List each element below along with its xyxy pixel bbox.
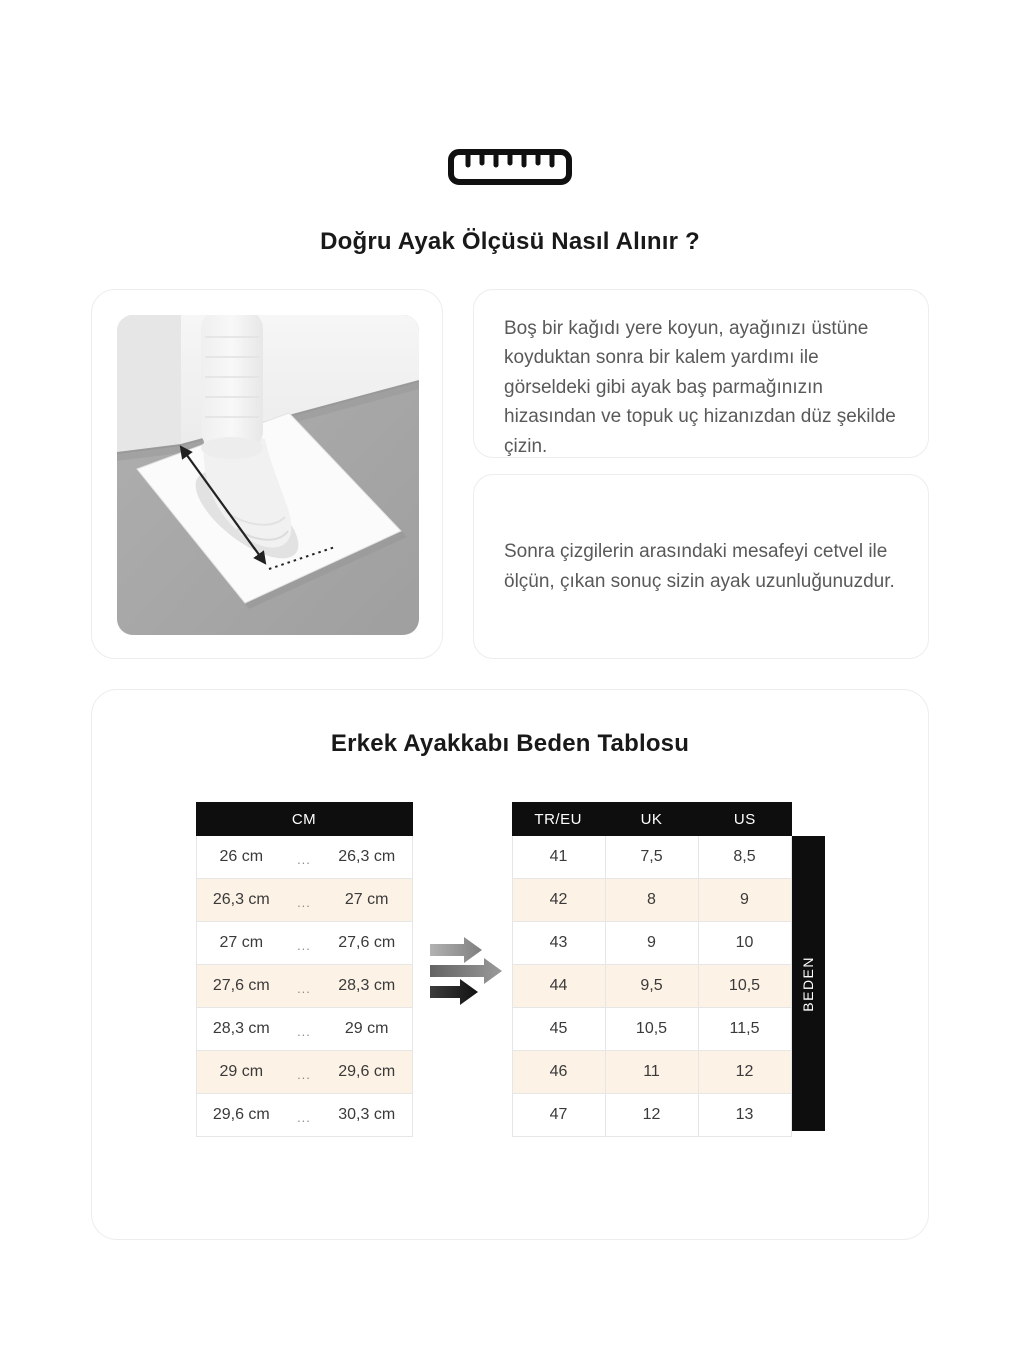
size-value: 45 xyxy=(513,1008,606,1050)
size-table-title: Erkek Ayakkabı Beden Tablosu xyxy=(330,730,690,757)
size-value: 47 xyxy=(513,1094,606,1136)
instructions-row xyxy=(91,289,929,659)
page-container xyxy=(91,0,929,1240)
cm-from-value: 27 cm xyxy=(219,934,264,951)
size-value: 12 xyxy=(606,1094,699,1136)
range-dots: ... xyxy=(297,1066,311,1082)
beden-side-label: BEDEN xyxy=(800,955,816,1012)
range-dots: ... xyxy=(297,980,311,996)
cm-to-value: 30,3 cm xyxy=(338,1106,396,1123)
cm-to-value: 28,3 cm xyxy=(338,977,396,994)
conversion-table-row xyxy=(512,1051,792,1094)
size-value: 41 xyxy=(513,836,606,878)
cm-to-value: 26,3 cm xyxy=(338,848,396,865)
conversion-table-wrap xyxy=(512,802,825,1137)
size-value: 13 xyxy=(735,1106,754,1123)
size-value: 11 xyxy=(606,1051,699,1093)
size-value: 42 xyxy=(513,879,606,921)
cm-table-row xyxy=(196,836,413,879)
conversion-table-body xyxy=(512,836,792,1137)
conversion-header-label: UK xyxy=(640,810,663,828)
size-value: 10,5 xyxy=(728,977,761,994)
cm-from-value: 29 cm xyxy=(219,1063,264,1080)
page-title: Doğru Ayak Ölçüsü Nasıl Alınır ? xyxy=(320,228,700,255)
size-value: 9 xyxy=(606,922,699,964)
size-value: 10 xyxy=(735,934,754,951)
size-value: 12 xyxy=(735,1063,754,1080)
conversion-table-row xyxy=(512,922,792,965)
range-dots: ... xyxy=(297,1023,311,1039)
cm-table xyxy=(196,802,413,1137)
conversion-header-label: US xyxy=(733,810,756,828)
cm-table-row xyxy=(196,1094,413,1137)
size-value: 9 xyxy=(740,891,749,908)
conversion-table-row xyxy=(512,1008,792,1051)
size-value: 8 xyxy=(606,879,699,921)
conversion-header-label: TR/EU xyxy=(534,810,582,828)
conversion-table xyxy=(512,802,792,1137)
cm-table-row xyxy=(196,1008,413,1051)
size-value: 11,5 xyxy=(729,1020,760,1037)
cm-from-value: 26 cm xyxy=(219,848,264,865)
range-dots: ... xyxy=(297,937,311,953)
foot-measurement-illustration xyxy=(117,315,419,635)
conversion-table-row xyxy=(512,965,792,1008)
instruction-step-1 xyxy=(473,289,929,458)
cm-table-row xyxy=(196,922,413,965)
measurement-photo-card xyxy=(91,289,443,659)
conversion-table-row xyxy=(512,836,792,879)
conversion-table-row xyxy=(512,1094,792,1137)
cm-from-value: 28,3 cm xyxy=(212,1020,270,1037)
cm-from-value: 26,3 cm xyxy=(212,891,270,908)
beden-side-bar xyxy=(792,836,825,1131)
cm-table-row xyxy=(196,1051,413,1094)
size-value: 43 xyxy=(513,922,606,964)
size-value: 10,5 xyxy=(606,1008,699,1050)
conversion-table-header xyxy=(512,802,792,836)
instruction-step-2-text: Sonra çizgilerin arasındaki mesafeyi cetvel ile ölçün, çıkan sonuç sizin ayak uzunluğunuzdur. xyxy=(504,541,895,592)
size-value: 46 xyxy=(513,1051,606,1093)
size-value: 44 xyxy=(513,965,606,1007)
conversion-table-row xyxy=(512,879,792,922)
cm-table-body xyxy=(196,836,413,1137)
size-value: 8,5 xyxy=(733,848,756,865)
cm-to-value: 29 cm xyxy=(344,1020,389,1037)
range-dots: ... xyxy=(297,1109,311,1125)
cm-to-value: 27,6 cm xyxy=(338,934,396,951)
size-value: 7,5 xyxy=(606,836,699,878)
instruction-step-2 xyxy=(473,474,929,659)
instruction-cards xyxy=(473,289,929,659)
size-table-card xyxy=(91,689,929,1240)
cm-to-value: 27 cm xyxy=(344,891,389,908)
cm-from-value: 27,6 cm xyxy=(212,977,270,994)
ruler-icon xyxy=(91,148,929,186)
conversion-arrows-icon xyxy=(428,932,504,1137)
range-dots: ... xyxy=(297,894,311,910)
size-value: 9,5 xyxy=(606,965,699,1007)
cm-table-header: CM xyxy=(196,802,413,836)
cm-to-value: 29,6 cm xyxy=(338,1063,396,1080)
range-dots: ... xyxy=(297,851,311,867)
size-tables xyxy=(92,802,928,1137)
cm-table-row xyxy=(196,879,413,922)
cm-table-row xyxy=(196,965,413,1008)
instruction-step-1-text: Boş bir kağıdı yere koyun, ayağınızı üstüne koyduktan sonra bir kalem yardımı ile görseldeki gibi ayak baş parmağınızın hizasından ve topuk uç hizanızdan düz şekilde çizin. xyxy=(504,318,896,457)
cm-from-value: 29,6 cm xyxy=(212,1106,270,1123)
